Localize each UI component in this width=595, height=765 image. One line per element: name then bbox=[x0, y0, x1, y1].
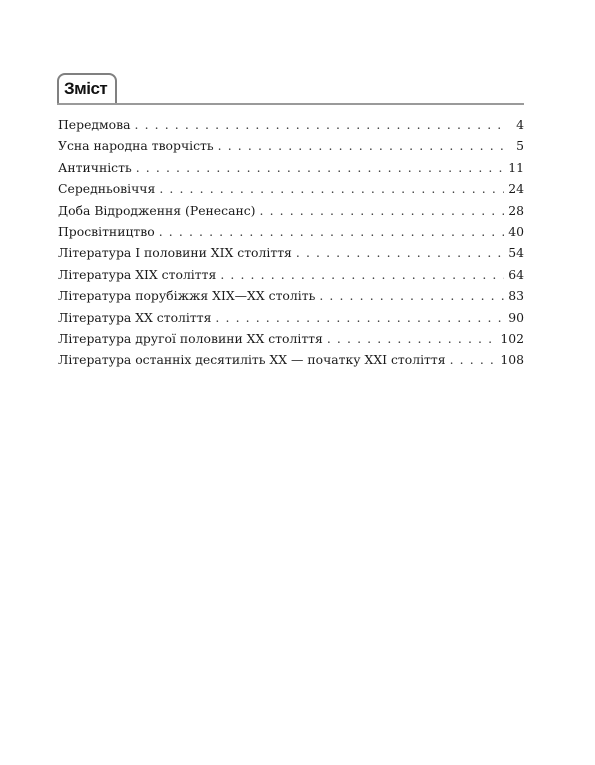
toc-entry-title: Передмова bbox=[58, 117, 131, 132]
toc-dot-leader bbox=[159, 224, 505, 239]
toc-entry-page: 90 bbox=[508, 309, 524, 325]
toc-entry-page: 108 bbox=[500, 352, 524, 368]
toc-dot-leader bbox=[136, 160, 505, 175]
toc-entry-page: 5 bbox=[516, 138, 524, 154]
toc-dot-leader bbox=[159, 181, 504, 196]
toc-entry[interactable] bbox=[58, 203, 524, 224]
toc-dot-leader bbox=[450, 352, 497, 367]
toc-entry[interactable] bbox=[58, 331, 524, 352]
toc-entry[interactable] bbox=[58, 181, 524, 202]
toc-dot-leader bbox=[260, 203, 505, 218]
contents-tab bbox=[57, 73, 117, 103]
toc-entry[interactable] bbox=[58, 138, 524, 159]
toc-entry-title: Середньовіччя bbox=[58, 181, 156, 197]
toc-entry-title: Література I половини XIX століття bbox=[58, 245, 292, 261]
toc-entry[interactable] bbox=[58, 288, 524, 309]
toc-dot-leader bbox=[135, 117, 507, 132]
toc-entry-title: Доба Відродження (Ренесанс) bbox=[58, 202, 256, 218]
toc-entry[interactable] bbox=[58, 310, 524, 331]
toc-entry-page: 102 bbox=[500, 330, 524, 346]
toc-entry[interactable] bbox=[58, 352, 524, 373]
toc-entry[interactable] bbox=[58, 267, 524, 288]
toc-entry-page: 40 bbox=[508, 223, 524, 239]
toc-entry[interactable] bbox=[58, 160, 524, 181]
toc-entry[interactable] bbox=[58, 224, 524, 245]
toc-dot-leader bbox=[319, 288, 504, 303]
toc-entry-title: Література порубіжжя XIX—XX століть bbox=[58, 288, 316, 304]
toc-entry-page: 28 bbox=[508, 202, 524, 218]
toc-dot-leader bbox=[220, 267, 504, 282]
page-title: Зміст bbox=[64, 79, 108, 98]
contents-header bbox=[57, 73, 524, 105]
toc-dot-leader bbox=[218, 138, 506, 153]
header-divider bbox=[57, 103, 524, 105]
toc-entry-title: Література XIX століття bbox=[58, 266, 217, 282]
toc-dot-leader bbox=[327, 331, 496, 346]
toc-entry-page: 64 bbox=[508, 266, 524, 282]
toc-entry[interactable] bbox=[58, 245, 524, 266]
toc-entry-title: Література другої половини XX століття bbox=[58, 330, 323, 346]
toc-entry-title: Античність bbox=[58, 159, 132, 175]
toc-entry-page: 11 bbox=[508, 159, 524, 175]
toc-entry-page: 4 bbox=[516, 117, 524, 132]
toc-entry-page: 24 bbox=[508, 181, 524, 197]
toc-entry-title: Просвітництво bbox=[58, 223, 155, 239]
toc-entry-title: Література XX століття bbox=[58, 309, 212, 325]
toc-dot-leader bbox=[215, 310, 504, 325]
toc-entry[interactable] bbox=[58, 117, 524, 138]
table-of-contents bbox=[58, 117, 524, 374]
toc-entry-page: 83 bbox=[508, 288, 524, 304]
toc-entry-title: Усна народна творчість bbox=[58, 138, 214, 154]
toc-dot-leader bbox=[296, 245, 504, 260]
toc-entry-page: 54 bbox=[508, 245, 524, 261]
toc-entry-title: Література останніх десятиліть XX — початку XXI століття bbox=[58, 352, 446, 368]
